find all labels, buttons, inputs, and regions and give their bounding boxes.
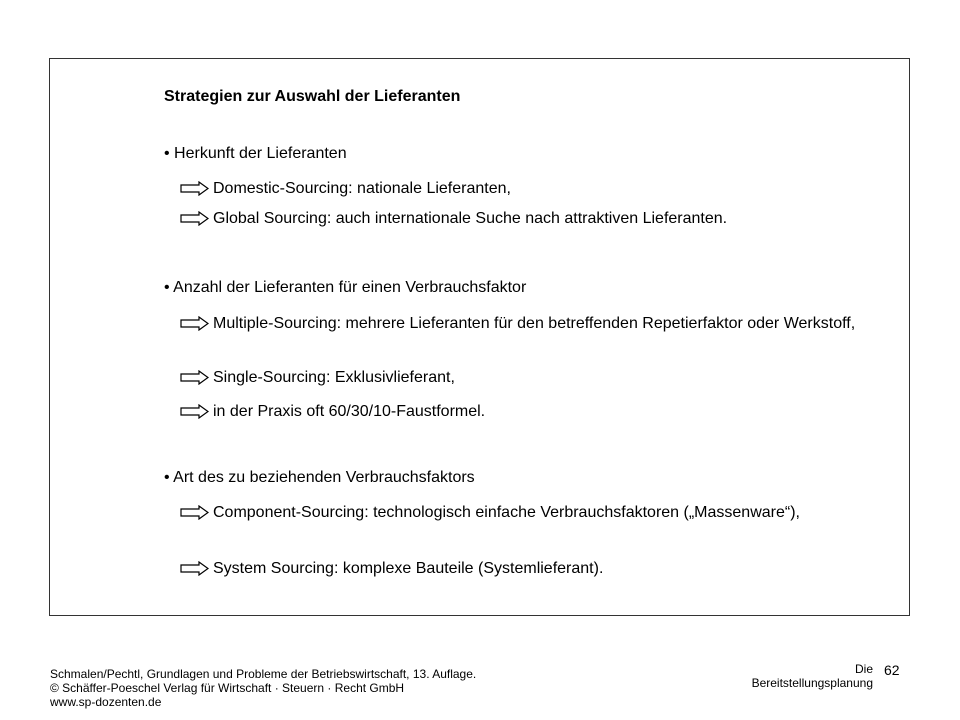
right-arrow-icon <box>180 561 209 576</box>
list-item-text: Component-Sourcing: technologisch einfache Verbrauchsfaktoren („Massenware“), <box>213 504 800 521</box>
list-item-text: Single-Sourcing: Exklusivlieferant, <box>213 369 455 386</box>
footer-source <box>50 667 476 709</box>
footer-chapter-line: Die <box>854 662 873 676</box>
list-item-text: Multiple-Sourcing: mehrere Lieferanten für den betreffenden Repetierfaktor oder Werkstoff, <box>213 315 856 332</box>
page-number: 62 <box>884 662 900 678</box>
list-item-text: Domestic-Sourcing: nationale Lieferanten, <box>213 180 511 197</box>
list-item-text: Global Sourcing: auch internationale Suche nach attraktiven Lieferanten. <box>213 210 728 227</box>
section-heading-anzahl: • Anzahl der Lieferanten für einen Verbrauchsfaktor <box>164 279 527 296</box>
slide-title: Strategien zur Auswahl der Lieferanten <box>164 88 461 105</box>
footer-chapter-line: Bereitstellungsplanung <box>751 676 873 690</box>
section-heading-herkunft: • Herkunft der Lieferanten <box>164 145 347 162</box>
footer-copyright-line: © Schäffer-Poeschel Verlag für Wirtschaft · Steuern · Recht GmbH <box>50 681 405 695</box>
footer-source-line: Schmalen/Pechtl, Grundlagen und Probleme der Betriebswirtschaft, 13. Auflage. <box>50 667 477 681</box>
right-arrow-icon <box>180 404 209 419</box>
right-arrow-icon <box>180 211 209 226</box>
list-item-text: System Sourcing: komplexe Bauteile (Systemlieferant). <box>213 560 604 577</box>
footer-url: www.sp-dozenten.de <box>50 695 162 709</box>
right-arrow-icon <box>180 316 209 331</box>
slide-frame <box>49 58 910 616</box>
right-arrow-icon <box>180 505 209 520</box>
right-arrow-icon <box>180 370 209 385</box>
footer-chapter-title <box>752 662 873 690</box>
right-arrow-icon <box>180 181 209 196</box>
list-item-text: in der Praxis oft 60/30/10-Faustformel. <box>213 403 486 420</box>
section-heading-art: • Art des zu beziehenden Verbrauchsfaktors <box>164 469 475 486</box>
